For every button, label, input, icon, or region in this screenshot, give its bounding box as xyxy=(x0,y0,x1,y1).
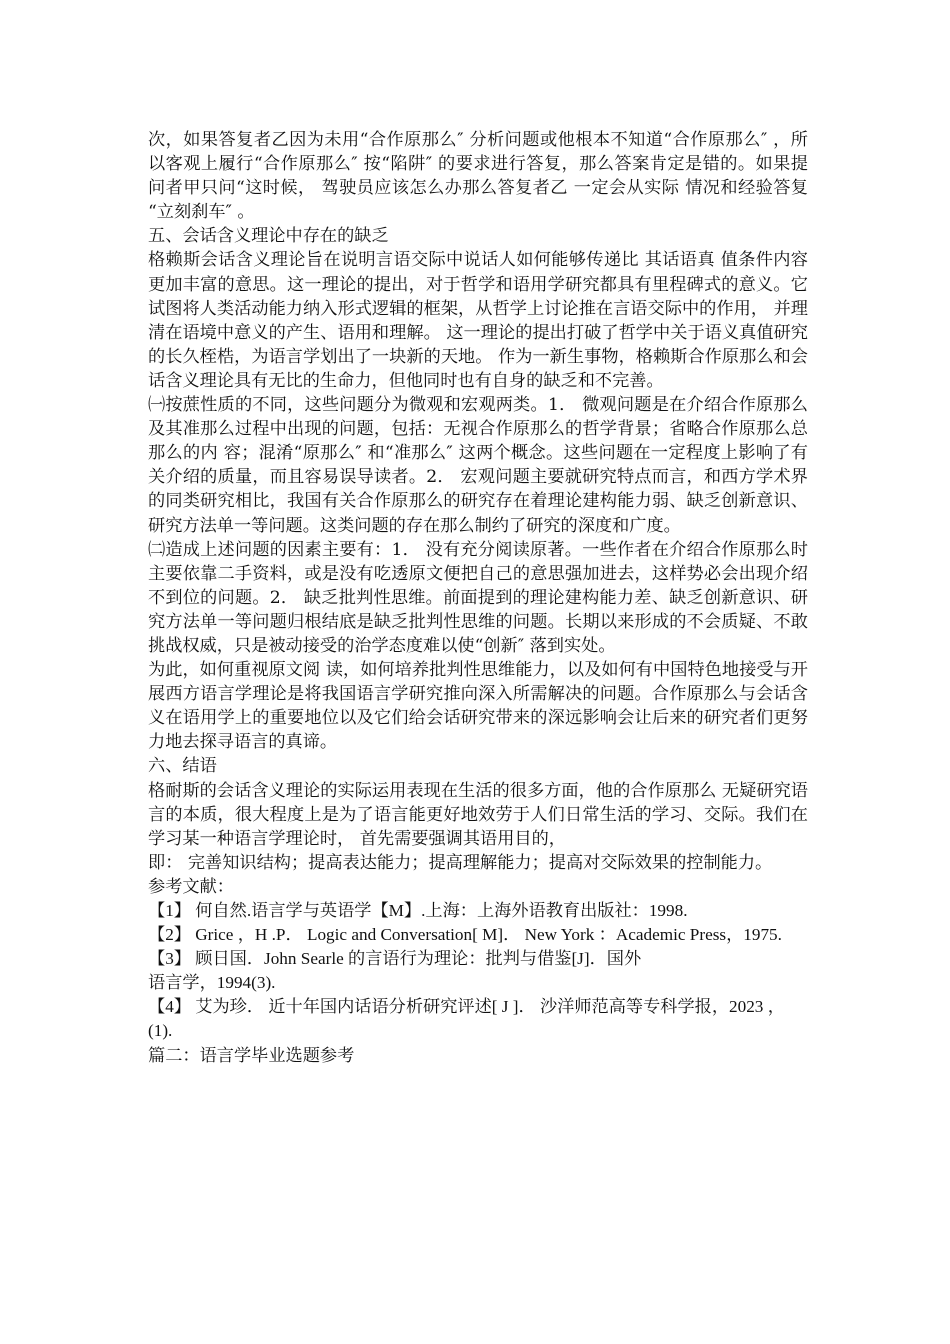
reference-item-1: 【1】 何自然.语言学与英语学【M】.上海：上海外语教育出版社：1998. xyxy=(148,901,688,920)
section-heading-five: 五、会话含义理论中存在的缺乏 xyxy=(148,226,389,247)
reference-item-3: 【3】 顾日国．John Searle 的言语行为理论：批判与借鉴[J]．国外 xyxy=(148,949,642,969)
paragraph-problem-types: ㈠按蔗性质的不同，这些问题分为微观和宏观两类。1． 微观问题是在介绍合作原那么及其准那么过程中出现的问题，包括：无视合作原那么的哲学背景；省略合作原那么总那么的内 容；混淆“原那么″ 和“准那么″ 这两个概念。这些问题在一定程度上影响了有关介绍的质量，而且容易误导读者。2． 宏观问题主要就研究特点而言，和西方学术界的同类研究相比，我国有关合作原那么的研究存在着理论建构能力弱、缺乏创新意识、研究方法单一等问题。这类问题的存在那么制约了研究的深度和广度。 xyxy=(148,395,808,536)
reference-item-2: 【2】 Grice ，H .P． Logic and Conversation[ M]． New York ：Academic Press，1975. xyxy=(148,925,782,945)
references-heading: 参考文献： xyxy=(148,876,234,897)
paragraph-conclusion: 格耐斯的会话含义理论的实际运用表现在生活的很多方面，他的合作原那么 无疑研究语言的本质，很大程度上是为了语言能更好地效劳于人们日常生活的学习、交际。我们在学习某一种语言学理论时， 首先需要强调其语用目的， xyxy=(148,780,808,849)
paragraph-problem-causes: ㈡造成上述问题的因素主要有：1． 没有充分阅读原著。一些作者在介绍合作原那么时主要依靠二手资料，或是没有吃透原文便把自己的意思强加进去，这样势必会出现介绍不到位的问题。2． 缺乏批判性思维。前面提到的理论建构能力差、缺乏创新意识、研究方法单一等问题归根结底是缺乏批判性思维的问题。长期以来形成的不会质疑、不敢挑战权威，只是被动接受的治学态度难以使“创新″ 落到实处。 xyxy=(148,539,808,656)
paragraph-grice-theory: 格赖斯会话含义理论旨在说明言语交际中说话人如何能够传递比 其话语真 值条件内容更加丰富的意思。这一理论的提出，对于哲学和语用学研究都具有里程碑式的意义。它试图将人类活动能力纳入形式逻辑的框架，从哲学上讨论推在言语交际中的作用， 并理清在语境中意义的产生、语用和理解。 这一理论的提出打破了哲学中关于语义真值研究的长久桎梏，为语言学划出了一块新的天地。 作为一新生事物，格赖斯合作原那么和会话含义理论具有无比的生命力，但他同时也有自身的缺乏和不完善。 xyxy=(148,250,808,391)
paragraph-answer-explanation: 次，如果答复者乙因为未用“合作原那么″ 分析问题或他根本不知道“合作原那么″ ，所以客观上履行“合作原那么″ 按“陷阱″ 的要求进行答复，那么答案肯定是错的。如果提问者甲只问“这时候， 驾驶员应该怎么办那么答复者乙 一定会从实际 情况和经验答复 “立刻刹车″ 。 xyxy=(148,130,808,223)
section-heading-six: 六、结语 xyxy=(148,756,217,777)
reference-item-3-continued: 语言学，1994(3). xyxy=(148,973,276,993)
closing-line: 篇二：语言学毕业选题参考 xyxy=(148,1045,355,1066)
document-page xyxy=(148,128,808,1068)
reference-item-4: 【4】 艾为珍． 近十年国内话语分析研究评述[ J ]． 沙洋师范高等专科学报，2023 ，(1). xyxy=(148,997,785,1041)
paragraph-solutions: 为此，如何重视原文阅 读，如何培养批判性思维能力，以及如何有中国特色地接受与开展西方语言学理论是将我国语言学研究推向深入所需解决的问题。合作原那么与会话含义在语用学上的重要地位以及它们给会话研究带来的深远影响会让后来的研究者们更努力地去探寻语言的真谛。 xyxy=(148,660,808,753)
paragraph-conclusion-list: 即： 完善知识结构；提高表达能力；提高理解能力；提高对交际效果的控制能力。 xyxy=(148,852,773,873)
